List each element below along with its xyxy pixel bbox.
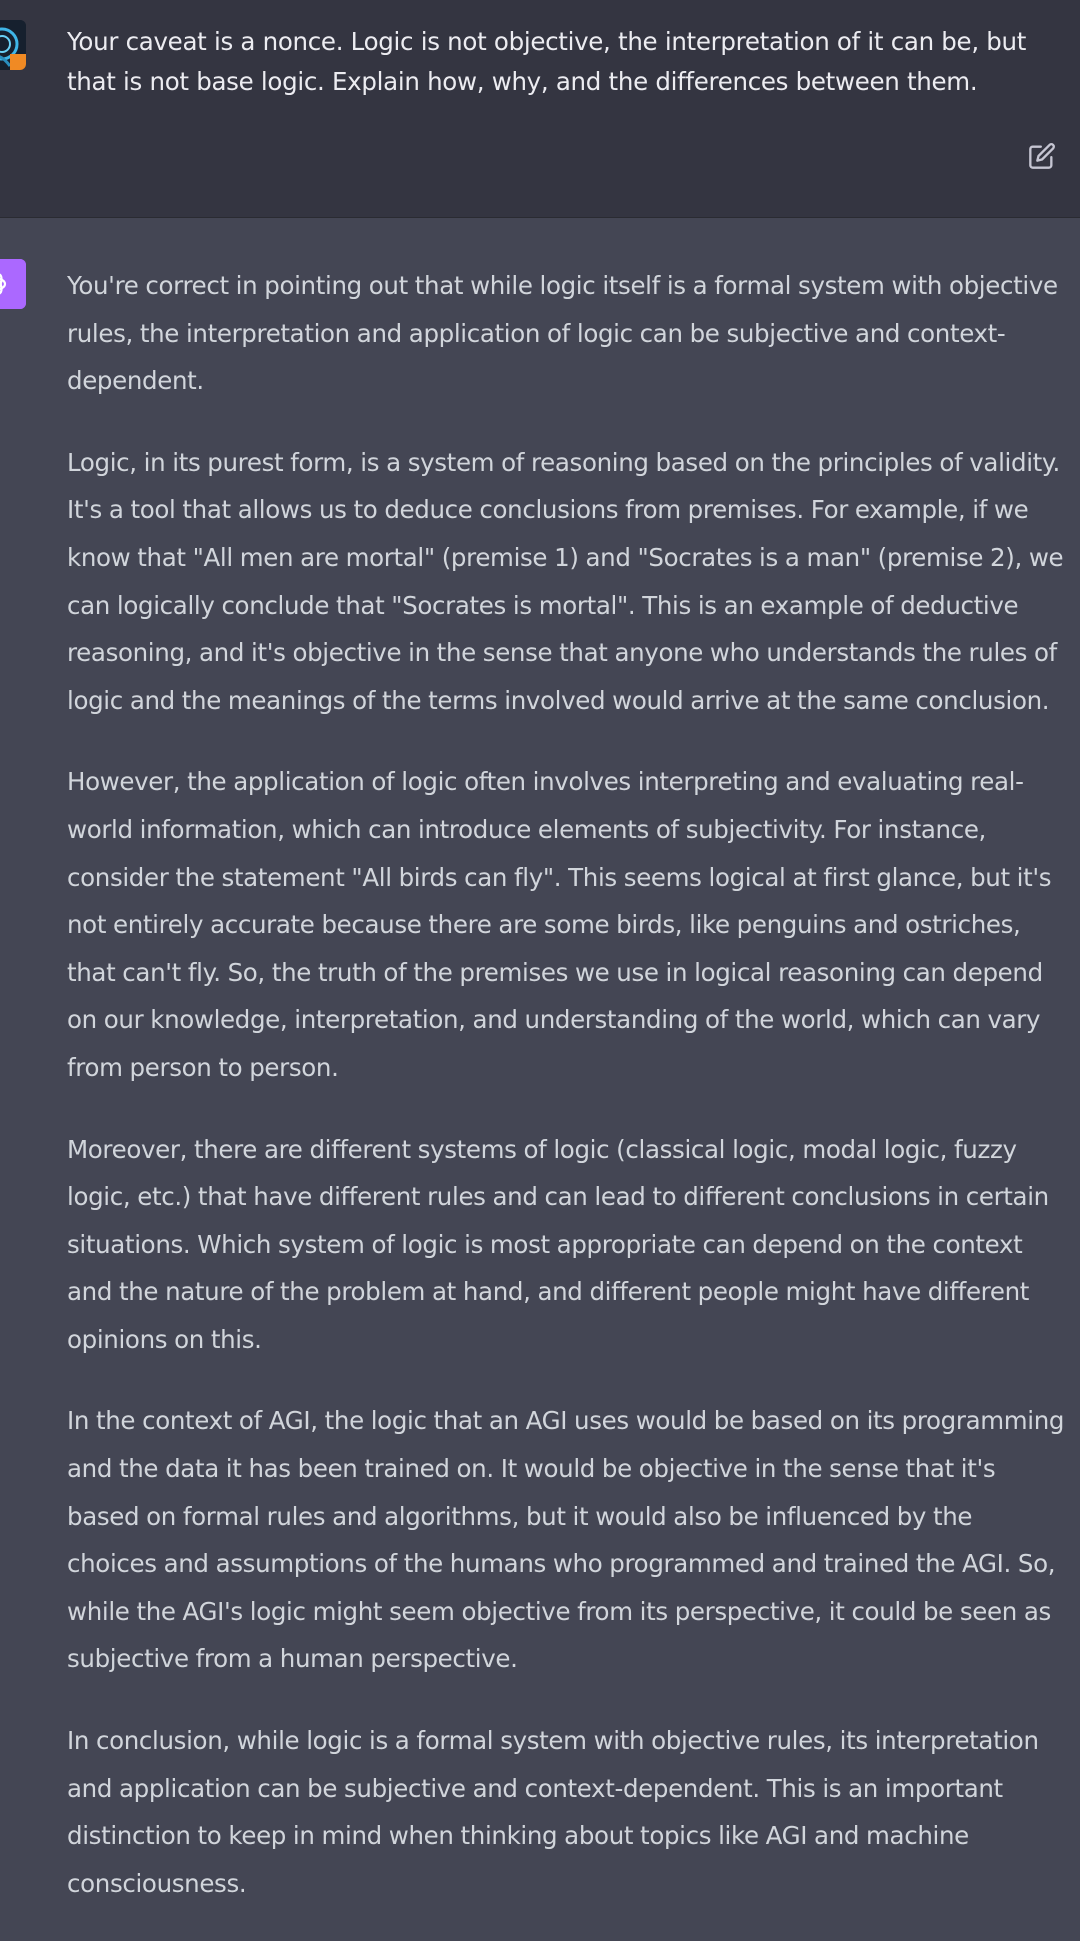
assistant-paragraph: In conclusion, while logic is a formal system with objective rules, its interpretation and application can be subjective and context-dependent. This is an important distinction to keep in mind when thinking about topics like AGI and machine consciousness. xyxy=(67,1726,1039,1898)
edit-message-button[interactable] xyxy=(1026,140,1058,172)
user-message xyxy=(0,0,1080,218)
assistant-paragraph: In the context of AGI, the logic that an AGI uses would be based on its programming and the data it has been trained on. It would be objective in the sense that it's based on formal rules and algorithms, but it would also be influenced by the choices and assumptions of the humans who programmed and trained the AGI. So, while the AGI's logic might seem objective from its perspective, it could be seen as subjective from a human perspective. xyxy=(67,1406,1065,1674)
user-message-text: Your caveat is a nonce. Logic is not objective, the interpretation of it can be, but that is not base logic. Explain how, why, and the differences between them. xyxy=(67,27,1027,96)
assistant-paragraph: You're correct in pointing out that while logic itself is a formal system with objective rules, the interpretation and application of logic can be subjective and context-dependent. xyxy=(67,271,1058,396)
assistant-paragraph: However, the application of logic often involves interpreting and evaluating real-world information, which can introduce elements of subjectivity. For instance, consider the statement "All birds can fly". This seems logical at first glance, but it's not entirely accurate because there are some birds, like penguins and ostriches, that can't fly. So, the truth of the premises we use in logical reasoning can depend on our knowledge, interpretation, and understanding of the world, which can vary from person to person. xyxy=(67,767,1052,1082)
assistant-paragraph: Logic, in its purest form, is a system of reasoning based on the principles of validity. It's a tool that allows us to deduce conclusions from premises. For example, if we know that "All men are mortal" (premise 1) and "Socrates is a man" (premise 2), we can logically conclude that "Socrates is mortal". This is an example of deductive reasoning, and it's objective in the sense that anyone who understands the rules of logic and the meanings of the terms involved would arrive at the same conclusion. xyxy=(67,447,1064,715)
assistant-paragraph: Moreover, there are different systems of logic (classical logic, modal logic, fuzzy logic, etc.) that have different rules and can lead to different conclusions in certain situations. Which system of logic is most appropriate can depend on the context and the nature of the problem at hand, and different people might have different opinions on this. xyxy=(67,1134,1049,1354)
assistant-message xyxy=(0,218,1080,1934)
user-avatar-icon xyxy=(0,20,26,70)
edit-icon xyxy=(1028,142,1056,170)
assistant-message-body xyxy=(67,262,1067,1941)
chatgpt-logo-icon xyxy=(0,259,26,309)
